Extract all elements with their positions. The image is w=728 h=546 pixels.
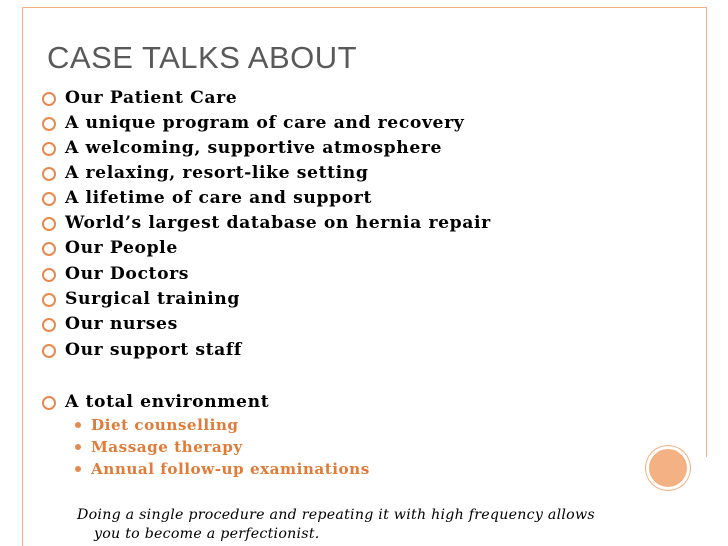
bullet-text: Our Patient Care — [65, 88, 238, 108]
circle-bullet-icon — [42, 293, 56, 307]
footnote-line-1: Doing a single procedure and repeating it with high frequency allows — [77, 507, 595, 523]
frame-right-line — [706, 7, 707, 457]
frame-top-line — [22, 7, 706, 8]
bullet-item — [42, 391, 269, 413]
sub-bullet-item — [75, 415, 239, 435]
circle-bullet-icon — [42, 268, 56, 282]
bullet-item — [42, 87, 237, 109]
sub-bullet-text: Massage therapy — [91, 438, 243, 456]
bullet-text: Our People — [65, 238, 178, 258]
circle-bullet-icon — [42, 167, 56, 181]
circle-bullet-icon — [42, 396, 56, 410]
bullet-text: A welcoming, supportive atmosphere — [65, 138, 443, 158]
bullet-text: Our support staff — [65, 340, 242, 360]
footnote-quote — [77, 506, 677, 544]
bullet-text: Our Doctors — [65, 264, 190, 284]
bullet-item — [42, 212, 491, 234]
circle-bullet-icon — [42, 344, 56, 358]
sub-bullet-text: Diet counselling — [91, 416, 239, 434]
bullet-text: A relaxing, resort-like setting — [65, 163, 369, 183]
circle-bullet-icon — [42, 217, 56, 231]
bullet-item — [42, 339, 242, 361]
decorative-circle — [646, 446, 690, 490]
sub-bullet-item — [75, 459, 370, 479]
bullet-item — [42, 187, 372, 209]
circle-bullet-icon — [42, 192, 56, 206]
bullet-text: A unique program of care and recovery — [65, 113, 465, 133]
sub-bullet-item — [75, 437, 243, 457]
circle-bullet-icon — [42, 142, 56, 156]
bullet-item — [42, 137, 442, 159]
bullet-text: A lifetime of care and support — [65, 188, 372, 208]
circle-bullet-icon — [42, 117, 56, 131]
circle-bullet-icon — [42, 318, 56, 332]
bullet-item — [42, 313, 178, 335]
dot-bullet-icon — [75, 444, 81, 450]
circle-bullet-icon — [42, 242, 56, 256]
bullet-text: Surgical training — [65, 289, 241, 309]
sub-bullet-text: Annual follow-up examinations — [91, 460, 370, 478]
bullet-text: A total environment — [65, 392, 270, 412]
dot-bullet-icon — [75, 422, 81, 428]
bullet-item — [42, 112, 464, 134]
bullet-item — [42, 162, 369, 184]
bullet-text: Our nurses — [65, 314, 178, 334]
footnote-line-2: you to become a perfectionist. — [94, 526, 320, 542]
bullet-item — [42, 263, 189, 285]
bullet-item — [42, 237, 178, 259]
circle-bullet-icon — [42, 92, 56, 106]
frame-left-line — [22, 7, 23, 546]
dot-bullet-icon — [75, 466, 81, 472]
slide-title: CASE TALKS ABOUT — [47, 40, 358, 75]
bullet-text: World’s largest database on hernia repair — [65, 213, 491, 233]
bullet-item — [42, 288, 240, 310]
